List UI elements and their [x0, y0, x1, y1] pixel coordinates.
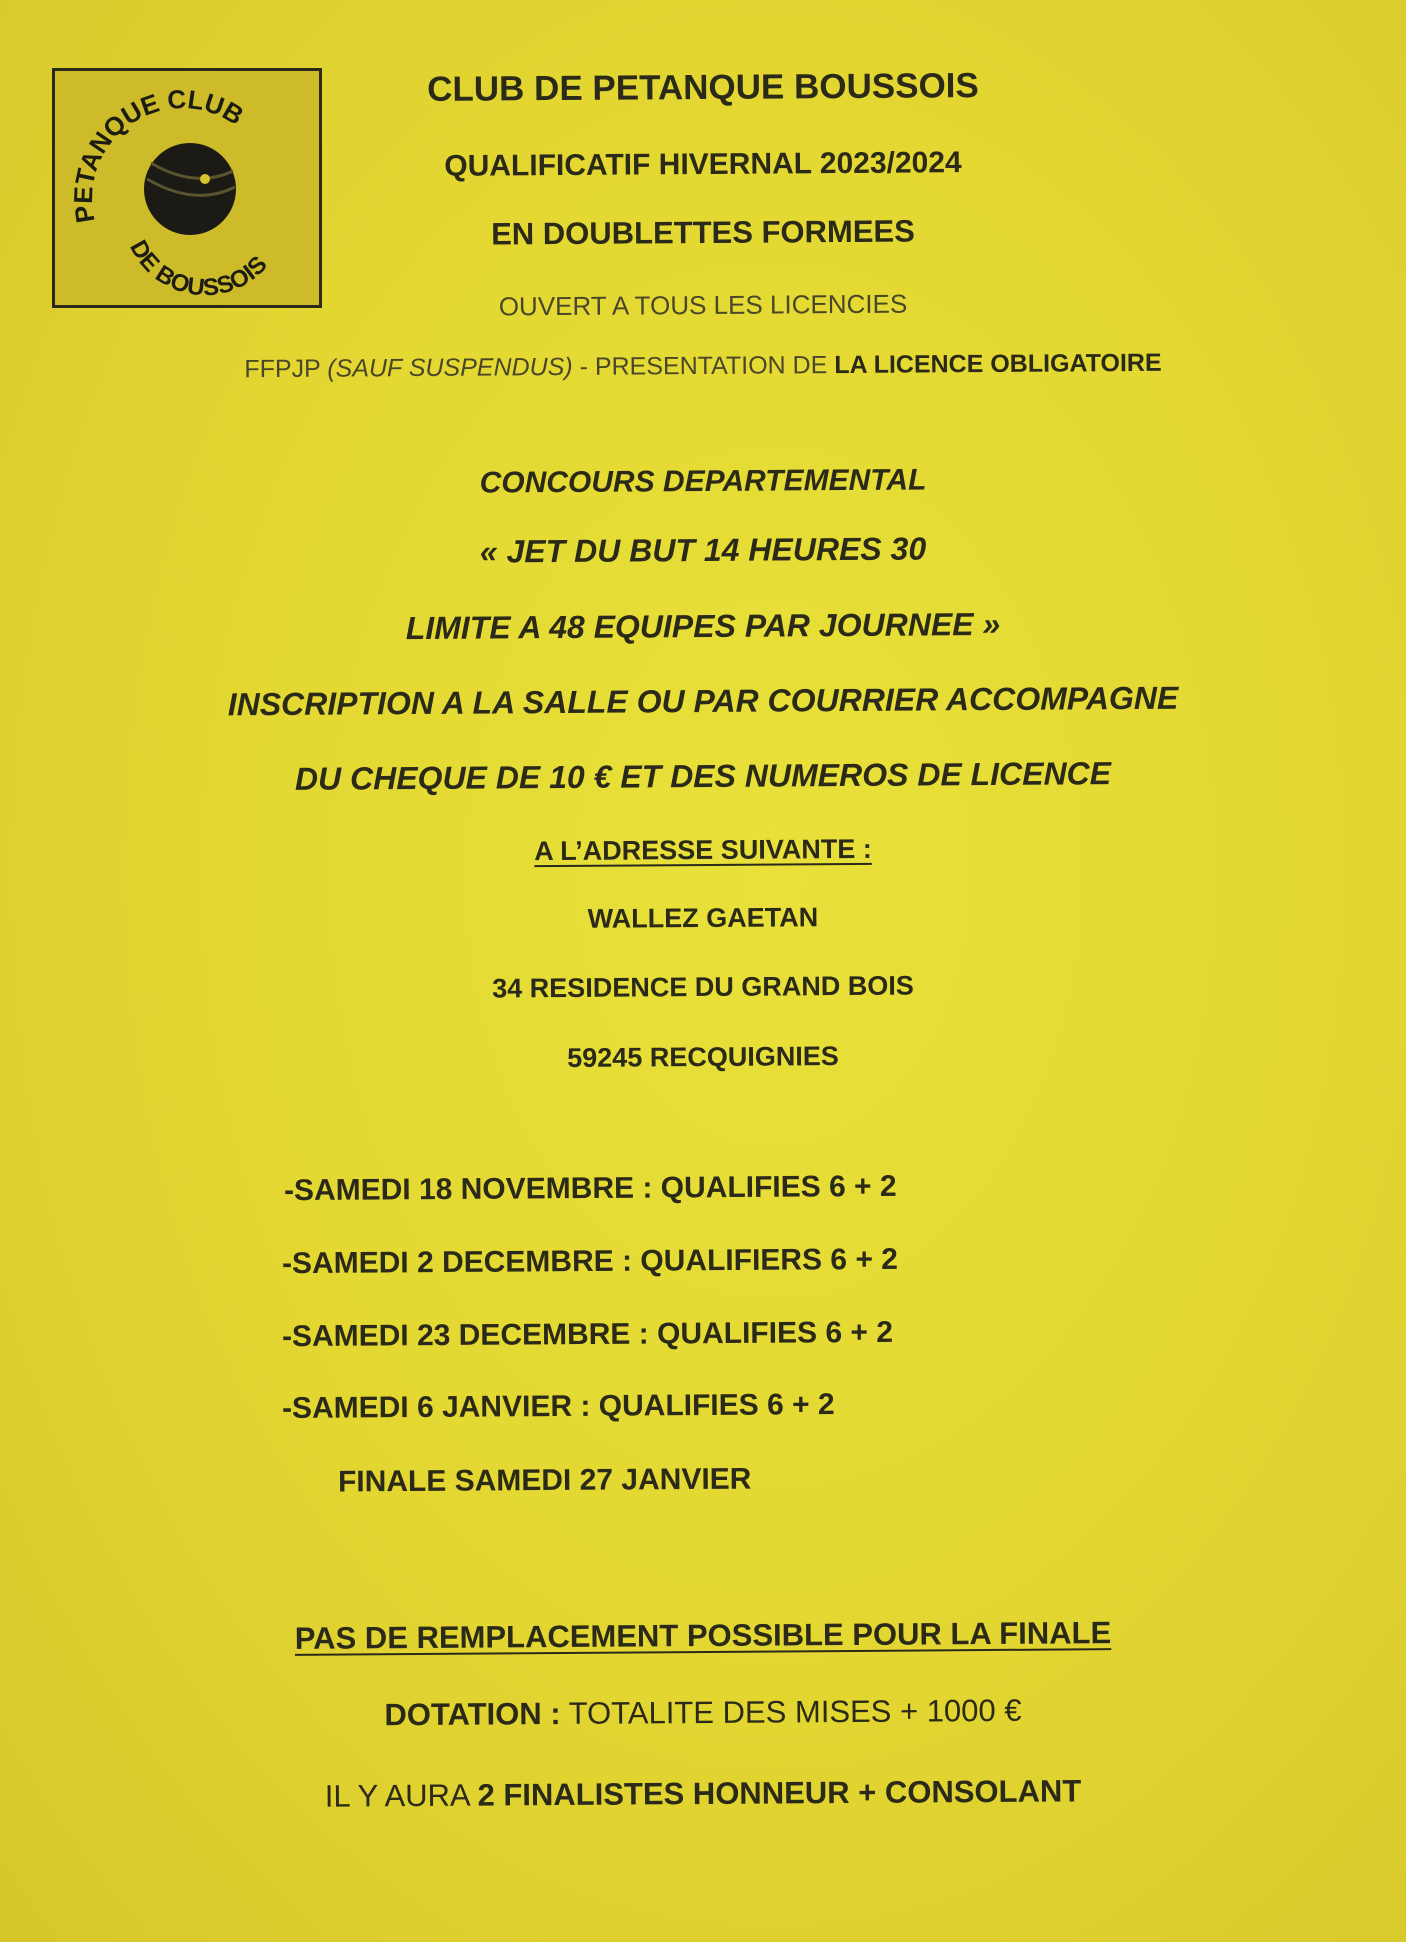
finalists-detail: 2 FINALISTES HONNEUR + CONSOLANT [477, 1773, 1082, 1813]
event-title: QUALIFICATIF HIVERNAL 2023/2024 [444, 146, 962, 183]
logo-text-bottom: DE BOUSSOIS [124, 235, 273, 302]
cheque-text: DU CHEQUE DE 10 € ET DES NUMEROS DE LICENCE [294, 755, 1112, 797]
schedule-item: -SAMEDI 2 DECEMBRE : QUALIFIERS 6 + 2 [281, 1242, 899, 1281]
jet-du-but: « JET DU BUT 14 HEURES 30 [479, 530, 927, 570]
address-street: 34 RESIDENCE DU GRAND BOIS [492, 970, 914, 1004]
finalists-prefix: IL Y AURA [324, 1777, 478, 1814]
event-format: EN DOUBLETTES FORMEES [491, 213, 915, 252]
address-name: WALLEZ GAETAN [587, 902, 819, 934]
suspended-note: (SAUF SUSPENDUS) [327, 352, 573, 383]
no-replacement-notice: PAS DE REMPLACEMENT POSSIBLE POUR LA FINALE [294, 1615, 1112, 1656]
schedule-item: -SAMEDI 6 JANVIER : QUALIFIES 6 + 2 [281, 1388, 835, 1425]
logo-text-top: PETANQUE CLUB [67, 83, 249, 225]
address-heading: A L’ADRESSE SUIVANTE : [534, 833, 872, 867]
presentation-text: - PRESENTATION DE [572, 351, 835, 381]
dotation [0, 1690, 1406, 1736]
licence-requirement [0, 347, 1406, 386]
inscription-text: INSCRIPTION A LA SALLE OU PAR COURRIER ACCOMPAGNE [227, 679, 1179, 723]
concours-type: CONCOURS DEPARTEMENTAL [479, 463, 927, 500]
dotation-value: TOTALITE DES MISES + 1000 € [560, 1692, 1022, 1731]
schedule-item: -SAMEDI 18 NOVEMBRE : QUALIFIES 6 + 2 [283, 1169, 897, 1208]
finale-date: FINALE SAMEDI 27 JANVIER [337, 1462, 752, 1499]
dotation-label: DOTATION : [384, 1695, 561, 1733]
ffpjp-label: FFPJP [244, 354, 321, 384]
licence-obligatoire: LA LICENCE OBLIGATOIRE [834, 348, 1162, 380]
club-title: CLUB DE PETANQUE BOUSSOIS [427, 66, 979, 109]
finalists [0, 1771, 1406, 1817]
schedule-item: -SAMEDI 23 DECEMBRE : QUALIFIES 6 + 2 [281, 1315, 894, 1354]
address-city: 59245 RECQUIGNIES [567, 1041, 839, 1073]
open-to-text: OUVERT A TOUS LES LICENCIES [498, 288, 908, 322]
team-limit: LIMITE A 48 EQUIPES PAR JOURNEE » [405, 605, 1001, 647]
